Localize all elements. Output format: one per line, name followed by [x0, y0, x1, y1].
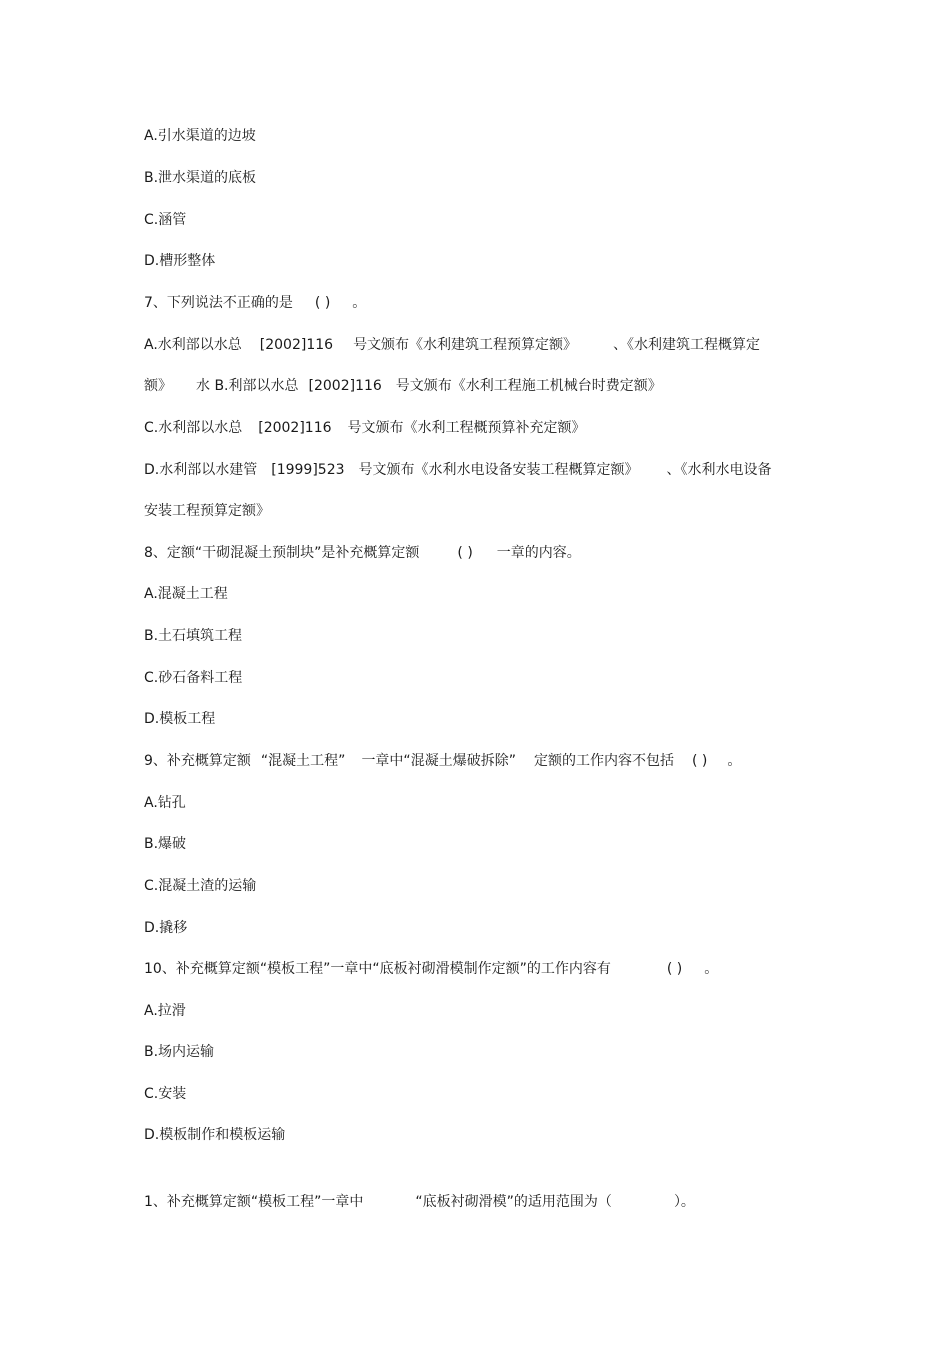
- option-d-q9: [144, 918, 187, 938]
- option-a-q9: [144, 793, 186, 813]
- option-text: C.安装: [144, 1086, 187, 1102]
- question-text: 一章中“混凝土爆破拆除”: [361, 753, 516, 769]
- option-text: D.模板工程: [144, 711, 216, 727]
- option-text: C.砂石备料工程: [144, 670, 243, 686]
- answer-blank: ( ): [314, 295, 331, 311]
- answer-blank: ( ): [457, 545, 473, 561]
- option-c-q10: [144, 1084, 186, 1104]
- option-text: 安装工程预算定额》: [144, 503, 270, 519]
- document-number: [2002]116: [259, 337, 334, 353]
- option-text: B.土石填筑工程: [144, 628, 243, 644]
- question-end: 。: [704, 961, 719, 977]
- option-d-q8: [144, 709, 215, 729]
- question-end: 。: [727, 753, 742, 769]
- option-b-q7: [144, 376, 662, 396]
- option-text: C.混凝土渣的运输: [144, 878, 257, 894]
- option-text: D.槽形整体: [144, 253, 216, 269]
- option-text: A.混凝土工程: [144, 586, 228, 602]
- answer-blank: ( ): [666, 961, 683, 977]
- option-text: 、《水利水电设备: [666, 462, 772, 478]
- question-text: 定额的工作内容不包括: [533, 753, 674, 769]
- option-d-q7: [144, 460, 772, 480]
- option-text: 号文颁布《水利水电设备安装工程概算定额》: [358, 462, 639, 478]
- option-text: B.场内运输: [144, 1044, 215, 1060]
- option-d-q7-continued: [144, 501, 270, 521]
- option-text: C.涵管: [144, 212, 187, 228]
- question-8: [144, 543, 581, 563]
- option-text: B.泄水渠道的底板: [144, 170, 257, 186]
- question-text: 一章的内容。: [496, 545, 581, 561]
- option-text: A.水利部以水总: [144, 337, 242, 353]
- question-text: 1、补充概算定额“模板工程”一章中: [144, 1194, 364, 1210]
- option-a-q6: [144, 126, 256, 146]
- question-text: 8、定额“干砌混凝土预制块”是补充概算定额: [144, 545, 420, 561]
- option-c-q6: [144, 210, 186, 230]
- question-7: [144, 293, 366, 313]
- option-c-q8: [144, 668, 242, 688]
- question-end: 。: [352, 295, 367, 311]
- option-d-q6: [144, 251, 215, 271]
- option-text: A.拉滑: [144, 1003, 186, 1019]
- option-b-q8: [144, 626, 242, 646]
- question-end: ）。: [673, 1194, 695, 1210]
- option-text: B.爆破: [144, 836, 187, 852]
- option-text: A.钻孔: [144, 795, 186, 811]
- option-text: A.引水渠道的边坡: [144, 128, 256, 144]
- option-text: 号文颁布《水利建筑工程预算定额》: [353, 337, 578, 353]
- option-text: 号文颁布《水利工程施工机械台时费定额》: [395, 378, 662, 394]
- option-b-q6: [144, 168, 256, 188]
- option-text: 号文颁布《水利工程概预算补充定额》: [347, 420, 586, 436]
- question-1-next-section: [144, 1192, 695, 1212]
- option-a-q7: [144, 335, 760, 355]
- option-text: 额》: [144, 378, 172, 394]
- option-d-q10: [144, 1125, 285, 1145]
- question-10: [144, 959, 718, 979]
- question-text: “混凝土工程”: [260, 753, 346, 769]
- option-c-q7: [144, 418, 586, 438]
- question-text: “底板衬砌滑模”的适用范围为（: [415, 1194, 612, 1210]
- question-text: 7、下列说法不正确的是: [144, 295, 293, 311]
- option-text: C.水利部以水总: [144, 420, 243, 436]
- option-c-q9: [144, 876, 256, 896]
- option-a-q8: [144, 584, 228, 604]
- document-number: [1999]523: [271, 462, 345, 478]
- option-a-q10: [144, 1001, 186, 1021]
- question-9: [144, 751, 741, 771]
- option-text: D.水利部以水建管: [144, 462, 258, 478]
- document-number: [2002]116: [258, 420, 332, 436]
- answer-blank: ( ): [691, 753, 708, 769]
- option-text: D.模板制作和模板运输: [144, 1127, 286, 1143]
- document-number: [2002]116: [308, 378, 382, 394]
- option-b-q10: [144, 1042, 214, 1062]
- question-text: 10、补充概算定额“模板工程”一章中“底板衬砌滑模制作定额”的工作内容有: [144, 961, 611, 977]
- option-text: 水 B.利部以水总: [196, 378, 299, 394]
- option-text: D.撬移: [144, 920, 188, 936]
- question-text: 9、补充概算定额: [144, 753, 251, 769]
- option-b-q9: [144, 834, 186, 854]
- option-text: 、《水利建筑工程概算定: [613, 337, 761, 353]
